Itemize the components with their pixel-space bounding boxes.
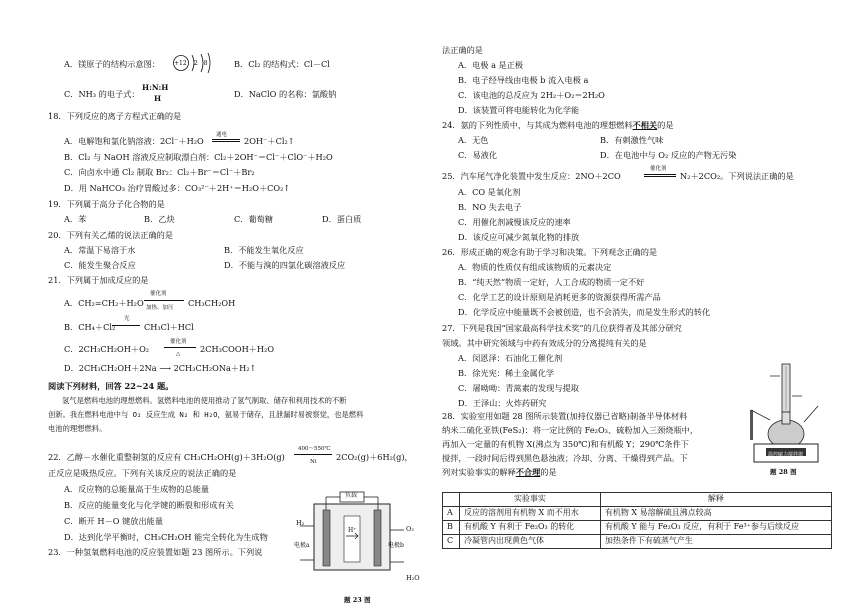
q28-line-4: 搅拌，一段时间后得到黑色悬浊液；冷却、分离、干燥得到产品。下 [442, 453, 688, 463]
table-cell: A [443, 507, 460, 521]
q24-stem-pre: 24．氨的下列性质中，与其成为燃料电池的理想燃料 [442, 120, 633, 130]
q20-option-a: A．常温下易溶于水 [64, 245, 136, 255]
fig28-caption: 题 28 图 [770, 468, 797, 476]
q24-option-c: C．易液化 [458, 150, 498, 160]
table-header-cell: 解释 [600, 493, 831, 507]
fig23-load-label: 负载 [345, 492, 358, 499]
q28-table [442, 492, 832, 549]
q25-arrow2 [644, 176, 676, 177]
q26-option-a: A．物质的性质仅有组成该物质的元素决定 [458, 262, 612, 272]
q28-line-5-pre: 列对实验事实的解释 [442, 467, 516, 477]
table-cell: B [443, 521, 460, 535]
q27-option-d: D．王泽山：火炸药研究 [458, 398, 547, 408]
fig23-h2-label: H₂ [296, 519, 305, 527]
table-cell: 有机酸 Y 能与 Fe₂O₃ 反应，有利于 Fe³⁺参与后续反应 [600, 521, 831, 535]
q22-cond-top: 400～550℃ [298, 446, 331, 452]
fig23-o2-label: O₂ [406, 525, 414, 533]
fig23-h2o-label: H₂O [406, 574, 420, 582]
reading-title: 阅读下列材料，回答 22~24 题。 [48, 381, 174, 391]
q18-option-d: D．用 NaHCO₃ 治疗胃酸过多：CO₃²⁻＋2H⁺＝H₂O＋CO₂↑ [64, 183, 291, 193]
q25-option-d: D．该反应可减少氮氧化物的排放 [458, 232, 580, 242]
q28-line-5 [442, 466, 557, 479]
table-cell: 反应的溶剂用有机物 X 而不用水 [460, 507, 601, 521]
q18-option-c: C．向卤水中通 Cl₂ 制取 Br₂：Cl₂＋Br⁻＝Cl⁻＋Br₂ [64, 167, 255, 177]
q21-stem: 21．下列属于加成反应的是 [48, 275, 149, 285]
q23-stem: 23．一种氢氧燃料电池的反应装置如题 23 图所示。下列说 [48, 547, 263, 557]
q18-option-a-left: A．电解饱和氯化钠溶液：2Cl⁻＋H₂O [64, 136, 204, 146]
q23-cont-stem: 法正确的是 [442, 45, 483, 55]
table-header-cell: 实验事实 [460, 493, 601, 507]
q23-option-a: A．电极 a 是正极 [458, 60, 524, 70]
q18-a-arrow-line [212, 139, 240, 140]
q21-a-cond-top: 催化剂 [150, 291, 167, 297]
q21-option-c-right: 2CH₃COOH＋H₂O [200, 344, 275, 354]
q19-stem: 19．下列属于高分子化合物的是 [48, 199, 165, 209]
q21-option-b-left: B．CH₄＋Cl₂ [64, 322, 116, 332]
q25-arrow [644, 174, 676, 175]
fig23-ion-label: H⁺ [348, 527, 357, 534]
q19-option-c: C．葡萄糖 [234, 214, 274, 224]
q22-cond-bottom: Ni [310, 459, 317, 465]
table-cell: 有机物 X 易溶解硫且沸点较高 [600, 507, 831, 521]
reading-line-2: 创新。我在燃料电池中与 O₂ 反应生成 N₂ 和 H₂O，氨易于储存，且泄漏时易被察觉，也是燃料 [48, 410, 364, 419]
fig23-electrode-b: 电极b [388, 542, 404, 549]
q21-c-cond-top: 催化剂 [170, 339, 187, 345]
q22-option-d: D．达到化学平衡时，CH₃CH₂OH 能完全转化为生成物 [64, 532, 268, 542]
q28-line-1: 28．实验室用如题 28 图所示装置(加持仪器已省略)制备半导体材料 [442, 411, 688, 421]
q21-option-d: D．2CH₃CH₂OH＋2Na ⟶ 2CH₃CH₂ONa＋H₂↑ [64, 363, 257, 373]
q25-option-b: B．NO 失去电子 [458, 202, 522, 212]
q22-option-a: A．反应物的总能量高于生成物的总能量 [64, 484, 210, 494]
q24-stem-post: 的是 [657, 120, 674, 130]
q24-option-a: A．无色 [458, 135, 489, 145]
q25-stem-left: 25．汽车尾气净化装置中发生反应：2NO＋2CO [442, 171, 621, 181]
q20-option-b: B．不能发生氧化反应 [224, 245, 304, 255]
q21-c-cond-bottom: △ [176, 351, 181, 357]
q17-option-c: C．NH₃ 的电子式： [64, 89, 140, 99]
q21-b-arrow [112, 325, 140, 326]
q20-option-d: D．不能与溴的四氯化碳溶液反应 [224, 260, 346, 270]
q22-line2: 正反应是吸热反应。下列有关该反应的说法正确的是 [48, 468, 237, 478]
q24-stem [442, 119, 674, 132]
q24-option-b: B．有刺激性气味 [600, 135, 664, 145]
fig23-electrode-a: 电极a [294, 542, 310, 549]
q17-option-b: B．Cl₂ 的结构式：Cl－Cl [234, 59, 330, 69]
q25-option-c: C．用催化剂减慢该反应的速率 [458, 217, 571, 227]
mg-shell-numbers: 2 8 [194, 60, 208, 67]
q23-option-c: C．该电池的总反应为 2H₂＋O₂＝2H₂O [458, 90, 605, 100]
q18-option-a-right: 2OH⁻＋Cl₂↑ [244, 136, 295, 146]
nh3-electron-formula-bottom: H [154, 94, 162, 103]
reading-line-1: 氢气是燃料电池的理想燃料。氢燃料电池的使用推动了氢气制取、储存和利用技术的不断 [62, 396, 347, 405]
fuel-cell-diagram [296, 490, 426, 608]
q22-line1-left: 22．乙醇－水催化重整制氢的反应有 CH₃CH₂OH(g)＋3H₂O(g) [48, 452, 285, 462]
q28-line-2: 纳米二硫化亚铁(FeS₂)：将一定比例的 Fe₂O₃、硫粉加入三颈烧瓶中， [442, 425, 699, 435]
apparatus-diagram [740, 360, 832, 480]
q19-option-a: A．苯 [64, 214, 87, 224]
table-cell: 加热条件下有硫蒸气产生 [600, 535, 831, 549]
q28-line-3: 再加入一定量的有机物 X(沸点为 350℃)和有机酸 Y；290℃条件下 [442, 439, 689, 449]
q26-option-d: D．化学反应中能量既不会被创造，也不会消失，而是发生形式的转化 [458, 307, 711, 317]
q22-option-c: C．断开 H－O 键放出能量 [64, 516, 164, 526]
reading-line-3: 电池的理想燃料。 [48, 424, 107, 433]
q25-stem-right: N₂＋2CO₂。下列说法正确的是 [680, 171, 794, 181]
table-row [443, 535, 832, 549]
q27-stem-1: 27．下列是我国“国家最高科学技术奖”的几位获得者及其部分研究 [442, 323, 682, 333]
table-cell: 有机酸 Y 有利于 Fe₂O₃ 的转化 [460, 521, 601, 535]
q18-option-b: B．Cl₂ 与 NaOH 溶液反应制取漂白剂：Cl₂＋2OH⁻＝Cl⁻＋ClO⁻＋H₂O [64, 152, 333, 162]
q19-option-b: B．乙炔 [144, 214, 175, 224]
q22-line1-right: 2CO₂(g)＋6H₂(g)， [336, 452, 413, 462]
q17-option-d: D．NaClO 的名称：氯酸钠 [234, 89, 337, 99]
q28-line-5-emphasis: 不合理 [515, 467, 541, 477]
q26-option-c: C．化学工艺的设计原则是消耗更多的资源获得所需产品 [458, 292, 661, 302]
q20-stem: 20．下列有关乙烯的说法正确的是 [48, 230, 174, 240]
q18-stem: 18．下列反应的离子方程式正确的是 [48, 111, 182, 121]
fig28-apparatus [740, 360, 832, 480]
fig28-stirrer-label: 温控磁力搅拌器 [768, 452, 804, 458]
q27-stem-2: 领域。其中研究领域与中药有效成分的分离提纯有关的是 [442, 338, 647, 348]
q22-arrow [294, 454, 332, 455]
q24-stem-emphasis: 不相关 [632, 120, 658, 130]
q27-option-a: A．闵恩泽：石油化工催化剂 [458, 353, 563, 363]
fig23-caption: 题 23 图 [344, 596, 371, 604]
table-cell: C [443, 535, 460, 549]
q21-option-a-right: CH₃CH₂OH [188, 298, 236, 308]
q25-option-a: A．CO 是氧化剂 [458, 187, 521, 197]
q18-a-arrow-line2 [212, 141, 240, 142]
q24-option-d: D．在电池中与 O₂ 反应的产物无污染 [600, 150, 737, 160]
mg-nucleus-label: +12 [174, 60, 187, 67]
q26-option-b: B．“纯天然”物质一定好，人工合成的物质一定不好 [458, 277, 645, 287]
q23-option-d: D．该装置可将电能转化为化学能 [458, 105, 580, 115]
table-row [443, 521, 832, 535]
q19-option-d: D．蛋白质 [322, 214, 362, 224]
q21-a-arrow [144, 300, 184, 301]
q21-b-cond: 光 [124, 316, 130, 322]
table-cell: 冷凝管内出现黄色气体 [460, 535, 601, 549]
table-header-row [443, 493, 832, 507]
q26-stem: 26．形成正确的观念有助于学习和决策。下列观念正确的是 [442, 247, 658, 257]
q20-option-c: C．能发生聚合反应 [64, 260, 136, 270]
q21-option-b-right: CH₃Cl＋HCl [144, 322, 194, 332]
fig23-fuel-cell [296, 490, 426, 608]
q28-line-5-post: 的是 [540, 467, 557, 477]
q27-option-c: C．屠呦呦：青蒿素的发现与提取 [458, 383, 579, 393]
table-row [443, 507, 832, 521]
q21-option-a-left: A．CH₂=CH₂＋H₂O [64, 298, 144, 308]
q17-option-a: A．镁原子的结构示意图： [64, 59, 160, 69]
table-header-cell [443, 493, 460, 507]
q22-option-b: B．反应的能量变化与化学键的断裂和形成有关 [64, 500, 234, 510]
q21-option-c-left: C．2CH₃CH₂OH＋O₂ [64, 344, 150, 354]
q23-option-b: B．电子经导线由电极 b 流入电极 a [458, 75, 589, 85]
q18-a-condition: 通电 [216, 132, 228, 138]
q21-a-cond-bottom: 加热、加压 [146, 305, 174, 311]
q25-cond: 催化剂 [650, 166, 667, 172]
q27-option-b: B．徐光宪：稀土金属化学 [458, 368, 555, 378]
nh3-electron-formula: H:N:H [142, 83, 169, 92]
